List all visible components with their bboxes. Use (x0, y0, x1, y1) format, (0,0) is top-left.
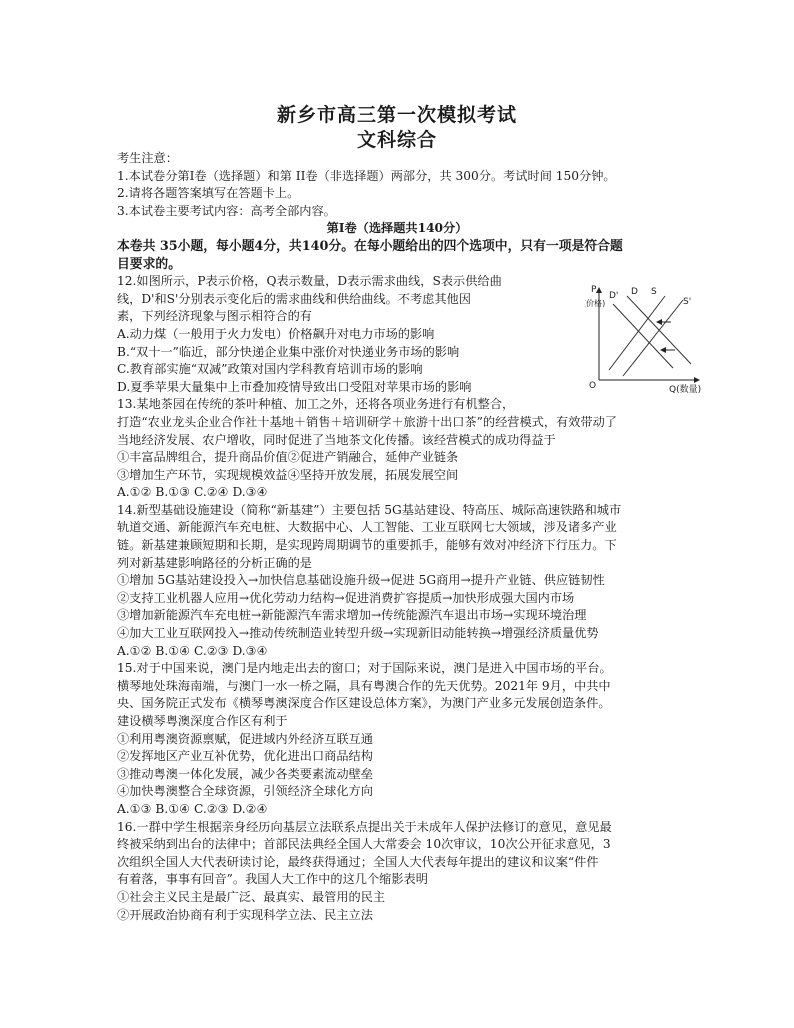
statement-line: ②开展政治协商有利于实现科学立法、民主立法 (117, 907, 373, 922)
question-13 (117, 396, 677, 502)
question-line: 次组织全国人大代表研读讨论，最终获得通过；全国人大代表每年提出的建议和议案“件件 (117, 854, 599, 869)
notice-item: 1.本试卷分第Ⅰ卷（选择题）和第 II卷（非选择题）两部分，共 300分。考试时间 150分钟。 (117, 168, 616, 183)
notice-item: 2.请将各题答案填写在答题卡上。 (117, 186, 300, 201)
question-line: 轨道交通、新能源汽车充电桩、大数据中心、人工智能、工业互联网七大领域，涉及诸多产业 (117, 520, 617, 535)
curve-label-d: D (631, 287, 638, 297)
question-line: 建设横琴粤澳深度合作区有利于 (117, 714, 288, 728)
question-15 (117, 660, 677, 818)
statement-line: ①丰富品牌组合，提升商品价值②促进产销融合，延伸产业链条 (117, 450, 459, 465)
statement-line: ③推动粤澳一体化发展，减少各类要素流动壁垒 (117, 766, 373, 781)
question-line: 素，下列经济现象与图示相符合的有 (117, 309, 312, 324)
question-line: 16.一群中学生根据亲身经历向基层立法联系点提出关于未成年人保护法修订的意见，意见最 (117, 819, 612, 834)
question-line: 14.新型基础设施建设（简称“新基建”）主要包括 5G基站建设、特高压、城际高速铁路和城市 (117, 502, 622, 517)
statement-line: ④加大工业互联网投入→推动传统制造业转型升级→实现新旧动能转换→增强经济质量优势 (117, 626, 599, 641)
x-axis-label: Q(数量) (669, 385, 702, 394)
question-14 (117, 502, 677, 660)
statement-line: ④加快粤澳整合全球资源，引领经济全球化方向 (117, 784, 373, 799)
answer-options: A.①② B.①③ C.②④ D.③④ (117, 485, 268, 500)
question-line: 终被采纳到出台的法律中；首部民法典经全国人大常委会 10次审议，10次公开征求意见，3 (117, 837, 611, 852)
answer-options: A.①③ B.①④ C.②③ D.②④ (117, 801, 268, 816)
question-line: 12.如图所示，P表示价格，Q表示数量，D表示需求曲线，S表示供给曲 (117, 274, 502, 289)
origin-label: O (589, 381, 597, 391)
statement-line: ③增加生产环节，实现规模效益④坚持开放发展，拓展发展空间 (117, 467, 459, 482)
exam-subtitle: 文科综合 (356, 129, 437, 151)
section-instructions: 目要求的。 (117, 256, 181, 272)
question-line: 线，D'和S'分别表示变化后的需求曲线和供给曲线。不考虑其他因 (117, 291, 471, 306)
y-axis-label: P (591, 285, 597, 295)
curve-label-d-prime: D' (609, 291, 619, 301)
statement-line: ②支持工业机器人应用→优化劳动力结构→促进消费扩容提质→加快形成强大国内市场 (117, 590, 575, 605)
curve-label-s-prime: S' (683, 297, 692, 307)
statement-line: ③增加新能源汽车充电桩→新能源汽车需求增加→传统能源汽车退出市场→实现环境治理 (117, 608, 587, 623)
question-line: 横琴地处珠海南端，与澳门一水一桥之隔，具有粤澳合作的先天优势。2021年 9月，中共中 (117, 678, 611, 693)
statement-line: ①增加 5G基站建设投入→加快信息基础设施升级→促进 5G商用→提升产业链、供应链韧性 (117, 573, 605, 588)
y-axis-note: (价格) (585, 299, 606, 308)
question-16 (117, 819, 677, 925)
exam-title: 新乡市高三第一次模拟考试 (276, 104, 517, 126)
question-line: 15.对于中国来说，澳门是内地走出去的窗口；对于国际来说，澳门是进入中国市场的平台。 (117, 661, 612, 676)
question-line: 13.某地茶园在传统的茶叶种植、加工之外，还将各项业务进行有机整合， (117, 397, 515, 412)
option-d: D.夏季苹果大量集中上市叠加疫情导致出口受阻对苹果市场的影响 (117, 379, 472, 394)
question-line: 打造“农业龙头企业合作社十基地＋销售＋培训研学＋旅游十出口茶”的经营模式，有效带动了 (117, 414, 617, 429)
supply-demand-figure (585, 282, 705, 394)
curve-label-s: S (651, 287, 657, 297)
supply-demand-diagram (585, 282, 705, 394)
question-line: 链。新基建兼顾短期和长期，是实现跨周期调节的重要抓手，能够有效对冲经济下行压力。下 (117, 538, 617, 553)
question-line: 当地经济发展、农户增收，同时促进了当地茶文化传播。该经营模式的成功得益于 (117, 432, 556, 447)
question-line: 列对新基建影响路径的分析正确的是 (117, 555, 312, 570)
answer-options: A.①② B.①④ C.②③ D.③④ (117, 643, 268, 658)
exam-body (117, 150, 677, 924)
option-a: A.动力煤（一般用于火力发电）价格飙升对电力市场的影响 (117, 326, 435, 341)
notice-heading: 考生注意： (117, 151, 178, 165)
question-line: 央、国务院正式发布《横琴粤澳深度合作区建设总体方案》，为澳门产业多元发展创造条件。 (117, 696, 611, 711)
notice-item: 3.本试卷主要考试内容：高考全部内容。 (117, 203, 336, 218)
question-line: 有着落，事事有回音”。我国人大工作中的这几个缩影表明 (117, 872, 428, 887)
section-instructions: 本卷共 35小题，每小题4分，共140分。在每小题给出的四个选项中，只有一项是符合题 (117, 238, 623, 254)
option-b: B.“双十一”临近，部分快递企业集中涨价对快递业务市场的影响 (117, 344, 460, 359)
option-c: C.教育部实施“双减”政策对国内学科教育培训市场的影响 (117, 362, 423, 377)
statement-line: ①利用粤澳资源禀赋，促进域内外经济互联互通 (117, 731, 373, 746)
statement-line: ①社会主义民主是最广泛、最真实、最管用的民主 (117, 889, 386, 904)
section-title: 第Ⅰ卷（选择题共140分） (326, 221, 468, 236)
statement-line: ②发挥地区产业互补优势，优化进出口商品结构 (117, 749, 373, 764)
